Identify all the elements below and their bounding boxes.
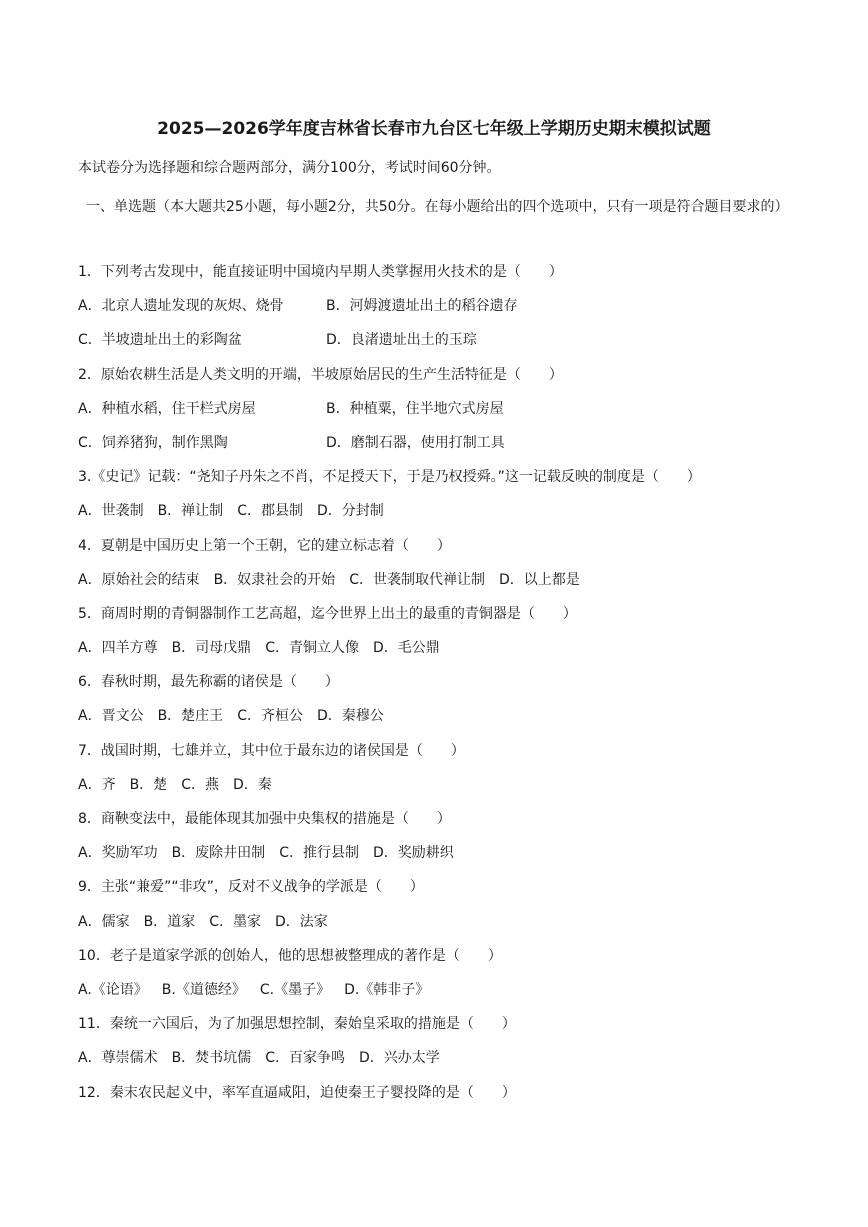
answer-option: B．奴隶社会的开始 [213,571,336,588]
answer-option: B．司母戊鼎 [171,640,252,657]
answer-option: C．百家争鸣 [265,1050,345,1067]
answer-option: C．青铜立人像 [265,640,359,657]
question-stem: 6．春秋时期，最先称霸的诸侯是（ ） [78,674,339,691]
answer-option: B．道家 [143,913,196,930]
question-stem: 12．秦末农民起义中，率军直逼咸阳，迫使秦王子婴投降的是（ ） [78,1084,516,1101]
question-stem: 7．战国时期，七雄并立，其中位于最东边的诸侯国是（ ） [78,742,465,759]
answer-option: A．晋文公 [78,708,144,725]
option-row [78,768,798,802]
answer-option: D．磨制石器，使用打制工具 [326,434,505,451]
answer-option: A．儒家 [78,913,130,930]
answer-option: A．尊崇儒术 [78,1050,158,1067]
option-row [78,699,798,733]
answer-option: A.《论语》 [78,981,148,998]
option-row [78,494,798,528]
answer-option: D．秦 [232,776,272,793]
answer-option: C．推行县制 [279,845,359,862]
answer-option: C.《墨子》 [259,981,331,998]
question-stem: 8．商鞅变法中，最能体现其加强中央集权的措施是（ ） [78,811,451,827]
answer-option: D．秦穆公 [316,708,384,725]
answer-option: D．法家 [274,913,328,930]
answer-option: B．楚庄王 [157,708,224,725]
answer-option: A．种植水稻，住干栏式房屋 [78,400,256,417]
option-row [78,905,798,939]
answer-option: D．良渚遗址出土的玉琮 [326,332,477,349]
question-stem: 1．下列考古发现中，能直接证明中国境内早期人类掌握用火技术的是（ ） [78,264,563,280]
exam-title: 2025—2026学年度吉林省长春市九台区七年级上学期历史期末模拟试题 [157,119,711,139]
answer-option: D．奖励耕织 [372,845,454,862]
option-row [78,836,798,870]
exam-intro: 本试卷分为选择题和综合题两部分，满分100分，考试时间60分钟。 [78,160,501,176]
option-row [78,392,798,426]
option-row [78,973,798,1007]
answer-option: C．饲养猪狗，制作黑陶 [78,434,228,451]
answer-option: A．世袭制 [78,503,144,520]
answer-option: B．禅让制 [157,503,224,520]
question-stem: 2．原始农耕生活是人类文明的开端，半坡原始居民的生产生活特征是（ ） [78,366,563,383]
section-heading: 一、单选题（本大题共25小题，每小题2分，共50分。在每小题给出的四个选项中，只有一项是符合题目要求的） [86,199,789,215]
option-row [78,1041,798,1075]
option-row [78,289,798,323]
question-list [78,255,798,1110]
option-row [78,631,798,665]
answer-option: A．奖励军功 [78,845,158,862]
answer-option: D．分封制 [316,503,384,520]
question-stem: 4．夏朝是中国历史上第一个王朝，它的建立标志着（ ） [78,537,451,554]
answer-option: B．河姆渡遗址出土的稻谷遗存 [326,298,518,315]
answer-option: C．世袭制取代禅让制 [349,571,485,588]
answer-option: B．楚 [129,776,168,793]
option-row [78,563,798,597]
answer-option: A．四羊方尊 [78,640,158,657]
answer-option: B．种植粟，住半地穴式房屋 [326,400,504,417]
answer-option: A．北京人遗址发现的灰烬、烧骨 [78,298,284,315]
answer-option: D．以上都是 [498,571,580,588]
question-stem: 10．老子是道家学派的创始人，他的思想被整理成的著作是（ ） [78,947,502,964]
answer-option: C．郡县制 [237,503,303,520]
question-stem: 9．主张“兼爱”“非攻”，反对不义战争的学派是（ ） [78,879,424,896]
answer-option: A．原始社会的结束 [78,571,200,588]
option-row [78,426,798,460]
answer-option: B．焚书坑儒 [171,1050,252,1067]
answer-option: C．齐桓公 [237,708,303,725]
option-row [78,323,798,357]
answer-option: D．毛公鼎 [372,640,440,657]
answer-option: C．墨家 [209,913,261,930]
question-stem: 5．商周时期的青铜器制作工艺高超，迄今世界上出土的最重的青铜器是（ ） [78,605,577,622]
answer-option: A．齐 [78,776,116,793]
question-stem: 11．秦统一六国后，为了加强思想控制，秦始皇采取的措施是（ ） [78,1016,516,1033]
answer-option: D.《韩非子》 [344,981,430,998]
answer-option: B．废除井田制 [171,845,266,862]
question-stem: 3.《史记》记载：“尧知子丹朱之不肖，不足授天下，于是乃权授舜。”这一记载反映的制度是（ ） [78,469,701,486]
answer-option: C．半坡遗址出土的彩陶盆 [78,332,242,349]
answer-option: D．兴办太学 [358,1050,440,1067]
answer-option: B.《道德经》 [161,981,246,998]
answer-option: C．燕 [181,776,219,793]
